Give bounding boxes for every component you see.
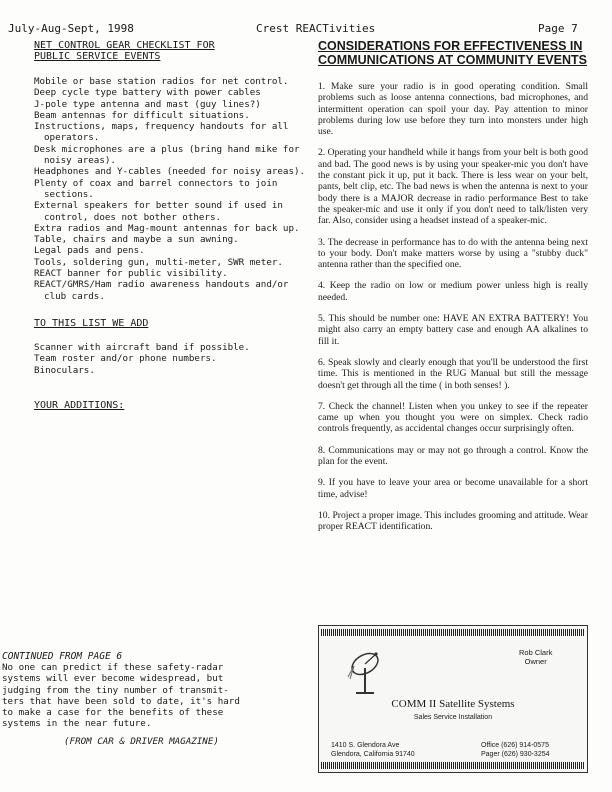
continued-line: judging from the tiny number of transmit- [2,684,229,696]
checklist-item: Legal pads and pens. [34,245,145,257]
ad-border-stripes [321,762,585,769]
consideration-paragraph: 1. Make sure your radio is in good operating condition. Small problems such as loose antenna connections, bad microphones, and intermittent operation can spoil your day. Pay attention to minor problems during low use before they turn into monsters under high use. [318,81,588,138]
header-publication: Crest REACTivities [256,22,376,35]
continued-article [2,651,302,747]
continued-source: (FROM CAR & DRIVER MAGAZINE) [64,735,219,747]
continued-line: systems will ever become widespread, but [2,673,224,685]
continued-line: to make a case for the benefits of these [2,707,224,719]
consideration-paragraph: 5. This should be number one: HAVE AN EXTRA BATTERY! You might also carry an empty battery case and enough AA alkalines to fill it. [318,313,588,347]
checklist-item: Plenty of coax and barrel connectors to join sections. [34,177,278,200]
checklist-title-line2: PUBLIC SERVICE EVENTS [34,51,161,62]
ad-address-line1: 1410 S. Glendora Ave [331,742,400,749]
checklist-item: Desk microphones are a plus (bring hand mike for noisy areas). [34,143,300,167]
consideration-paragraph: 8. Communications may or may not go through a control. Know the plan for the event. [318,444,588,468]
checklist-item: REACT banner for public visibility. [34,268,228,280]
checklist-item: External speakers for better sound if used in control, does not bother others. [34,200,283,223]
ad-phones [481,741,550,759]
consideration-paragraph: 10. Project a proper image. This includes grooming and attitude. Wear proper REACT identification. [318,509,588,533]
continued-text [2,662,302,730]
checklist-item: Mobile or base station radios for net control. [34,76,289,87]
considerations-column [318,40,588,543]
checklist-item: Table, chairs and maybe a sun awning. [34,234,239,246]
ad-services: Sales Service Installation [413,714,493,721]
consideration-paragraph: 2. Operating your handheld while it hangs from your belt is both good and bad. The good news is by using your speaker-mic you don't have the constant pick it up, put it back. There is less wear on your belt, pants, belt clip, etc. The bad news is when the antenna is next to your body there is a MAJOR decrease in radio performance Best to take the speaker-mic and use it only if you don't need to talk/listen very far. Also, consider using a headset instead of a speaker-mic. [318,147,588,227]
checklist-item: Deep cycle type battery with power cables [34,87,261,99]
header-page-number: Page 7 [538,22,578,35]
checklist-item: REACT/GMRS/Ham radio awareness handouts and/or club cards. [34,279,289,302]
ad-address-line2: Glendora, California 91740 [331,751,415,758]
ad-office-phone: Office (626) 914-0575 [481,742,549,749]
add-list-heading: TO THIS LIST WE ADD [34,317,149,329]
add-list [34,342,306,376]
continued-line: systems in the near future. [2,718,152,730]
ad-owner [519,648,552,666]
checklist-item: Headphones and Y-cables (needed for noisy areas). [34,166,306,178]
checklist-item: Instructions, maps, frequency handouts for all operators. [34,121,289,144]
consideration-paragraph: 9. If you have to leave your area or become unavailable for a short time, advise! [318,477,588,500]
add-list-item: Scanner with aircraft band if possible. [34,341,250,353]
checklist-title-line1: NET CONTROL GEAR CHECKLIST FOR [34,40,215,51]
ad-company-name: COMM II Satellite Systems [391,698,515,710]
checklist [34,76,306,302]
business-card-ad [318,625,588,773]
checklist-item: J-pole type antenna and mast (guy lines?) [34,98,261,110]
add-list-item: Team roster and/or phone numbers. [34,353,217,365]
ad-pager-phone: Pager (626) 930-3254 [481,751,550,758]
continued-line: No one can predict if these safety-radar [2,662,224,673]
checklist-column [34,40,306,411]
header-date: July-Aug-Sept, 1998 [8,22,134,35]
continued-label: CONTINUED FROM PAGE 6 [2,651,123,662]
satellite-dish-icon [345,646,391,698]
consideration-paragraph: 7. Check the channel! Listen when you unkey to see if the repeater came up when you thought you were on simplex. Check radio controls frequently, as accidental changes occur surprisingly often. [318,400,588,435]
checklist-item: Beam antennas for difficult situations. [34,109,250,121]
ad-border-stripes [321,629,585,636]
consideration-paragraph: 4. Keep the radio on low or medium power unless high is really needed. [318,280,588,303]
ad-owner-title: Owner [524,657,547,666]
continued-line: ters that have been sold to date, it's hard [2,695,240,707]
ad-address [331,741,415,759]
ad-owner-name: Rob Clark [519,648,553,657]
consideration-paragraph: 3. The decrease in performance has to do with the antenna being next to your body. Don't make matters worse by using a "stubby duck" antenna rather than the specified one. [318,236,588,271]
add-list-item: Binoculars. [34,364,95,376]
consideration-paragraph: 6. Speak slowly and clearly enough that you'll be understood the first time. This is mentioned in the RUG Manual but still the message doesn't get through all the time ( in both senses! ). [318,356,588,391]
checklist-item: Extra radios and Mag-mount antennas for back up. [34,222,300,234]
your-additions-heading: YOUR ADDITIONS: [34,399,125,411]
checklist-item: Tools, soldering gun, multi-meter, SWR meter. [34,256,283,268]
considerations-title: CONSIDERATIONS FOR EFFECTIVENESS IN COMMUNICATIONS AT COMMUNITY EVENTS [318,39,587,67]
considerations-list [318,81,588,533]
